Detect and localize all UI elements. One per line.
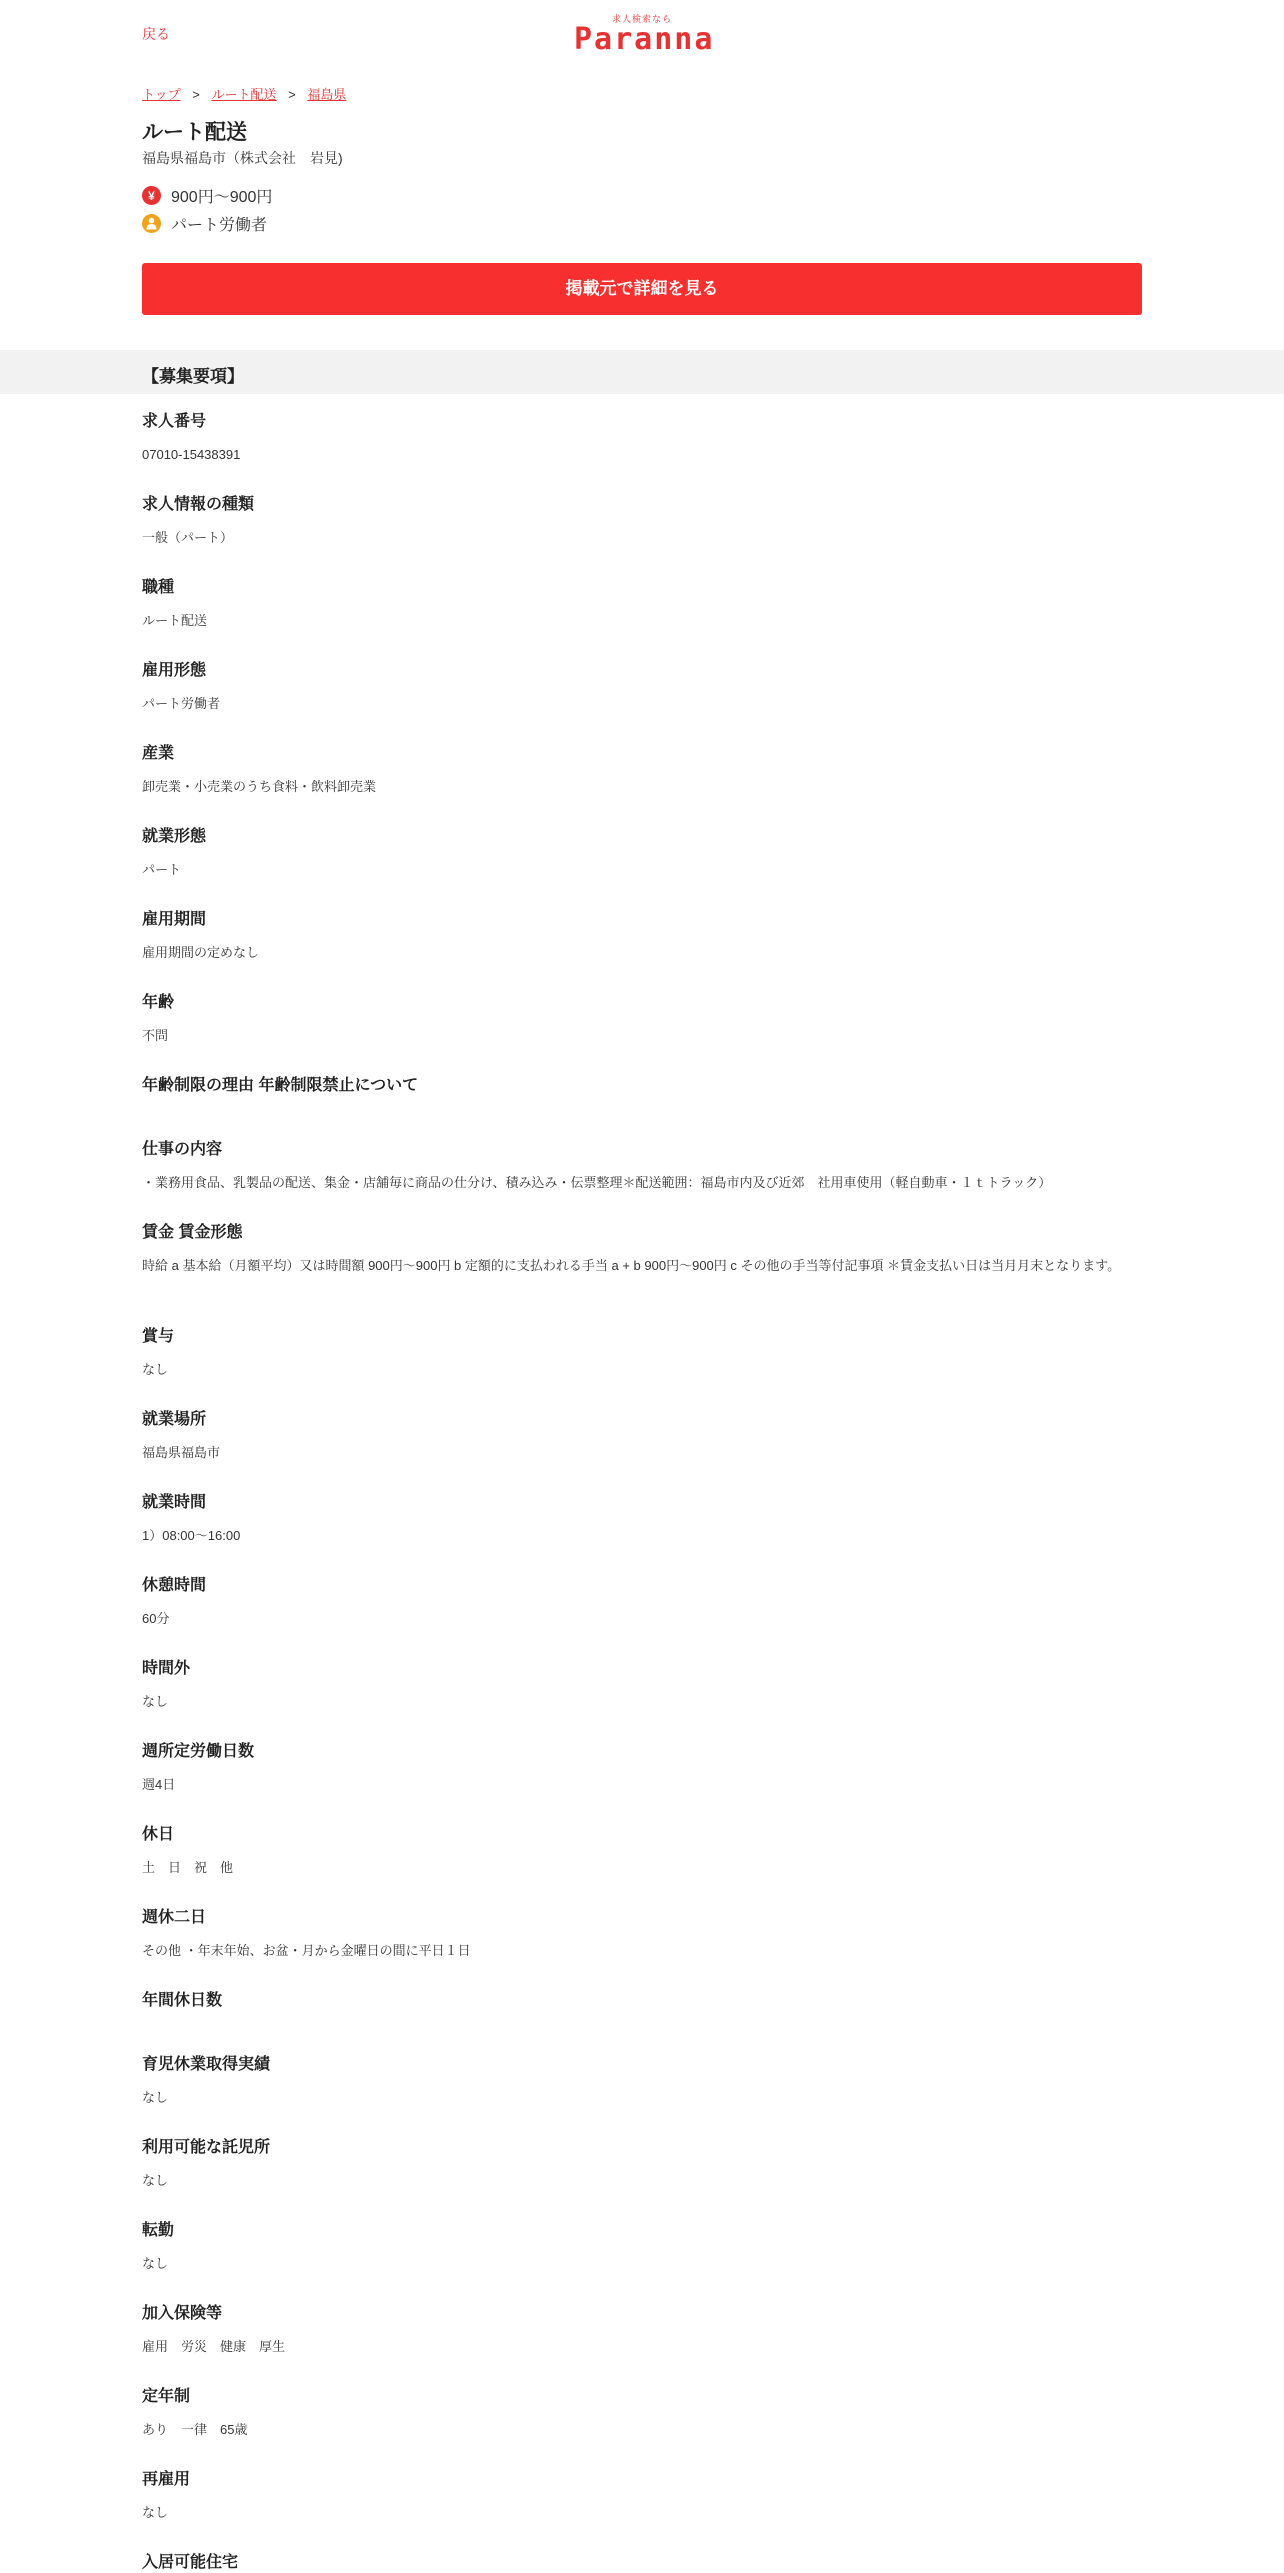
requirement-label: 週休二日 [142,1909,207,1926]
requirement-item [142,1659,1142,1712]
requirement-value: 雇用期間の定めなし [142,945,260,960]
breadcrumb-prefecture[interactable]: 福島県 [307,87,347,102]
section-title: 【募集要項】 [142,367,244,386]
requirement-item [142,1825,1142,1878]
view-details-button[interactable]: 掲載元で詳細を見る [142,263,1142,315]
requirement-value: パート労働者 [142,696,221,711]
requirement-label: 職種 [142,579,175,596]
wage-row [142,184,1142,207]
requirement-value: 1）08:00～16:00 [142,1528,241,1543]
breadcrumb-separator: > [288,87,296,102]
requirement-item [142,1140,1142,1193]
requirement-label: 週所定労働日数 [142,1743,255,1760]
requirement-item [142,1576,1142,1629]
person-icon [142,214,161,233]
requirement-label: 利用可能な託児所 [142,2139,271,2156]
requirement-value: ・業務用食品、乳製品の配送、集金・店舗毎に商品の仕分け、積み込み・伝票整理＊配送範囲：福島市内及び近郊 社用車使用（軽自動車・１ｔトラック） [142,1175,1052,1190]
requirement-value: 一般（パート） [142,530,234,545]
requirement-value: 雇用 労災 健康 厚生 [142,2339,286,2354]
requirement-label: 加入保険等 [142,2305,223,2322]
requirement-value: 卸売業・小売業のうち食料・飲料卸売業 [142,779,377,794]
requirement-item [142,1076,1142,1096]
requirement-label: 育児休業取得実績 [142,2056,271,2073]
requirement-item [142,1223,1142,1276]
requirement-item [142,412,1142,465]
requirement-label: 求人情報の種類 [142,496,255,513]
requirement-value: 時給 a 基本給（月額平均）又は時間額 900円～900円 b 定額的に支払われる手当 a + b 900円～900円 c その他の手当等付記事項 ＊賃金支払い日は当月月末となります。 [142,1258,1121,1273]
requirement-label: 雇用期間 [142,911,207,928]
requirement-item [142,1908,1142,1961]
requirement-label: 年齢 [142,994,175,1011]
logo-wordmark: Paranna [574,22,715,57]
requirement-label: 就業時間 [142,1494,207,1511]
employment-type-value: パート労働者 [171,217,268,234]
breadcrumb [142,84,1142,103]
requirement-item [142,2138,1142,2191]
requirement-item [142,1493,1142,1546]
logo-tagline: 求人検索なら [611,14,672,24]
requirement-label: 賞与 [142,1328,175,1345]
requirement-item [142,1410,1142,1463]
requirement-item [142,2553,1142,2573]
requirement-label: 賃金 賃金形態 [142,1224,243,1241]
requirement-value: 福島県福島市 [142,1445,221,1460]
breadcrumb-top[interactable]: トップ [142,87,181,102]
requirement-label: 年間休日数 [142,1992,223,2009]
requirement-item [142,661,1142,714]
requirement-value: 土 日 祝 他 [142,1860,234,1875]
requirement-item [142,2221,1142,2274]
requirement-value: 週4日 [142,1777,176,1792]
requirement-value: なし [142,2090,169,2105]
requirement-item [142,744,1142,797]
requirement-item [142,2055,1142,2108]
requirement-value: 不問 [142,1028,169,1043]
requirement-value: 60分 [142,1611,170,1626]
requirement-item [142,578,1142,631]
requirement-label: 求人番号 [142,413,207,430]
requirement-value: パート [142,862,182,877]
job-title: ルート配送 [142,121,247,144]
requirement-label: 入居可能住宅 [142,2554,239,2571]
requirement-label: 休憩時間 [142,1577,207,1594]
requirement-label: 産業 [142,745,175,762]
requirement-label: 雇用形態 [142,662,207,679]
requirement-item [142,495,1142,548]
logo[interactable] [574,14,715,57]
requirement-value: その他 ・年末年始、お盆・月から金曜日の間に平日１日 [142,1943,471,1958]
requirement-item [142,1742,1142,1795]
job-company: 福島県福島市（株式会社 岩見) [142,150,343,166]
requirement-item [142,827,1142,880]
employment-type-row [142,212,1142,235]
requirement-value: ルート配送 [142,613,208,628]
requirement-value: 07010-15438391 [142,447,241,462]
requirement-value: なし [142,2173,169,2188]
requirement-label: 休日 [142,1826,175,1843]
requirement-item [142,910,1142,963]
requirement-label: 就業形態 [142,828,207,845]
back-link[interactable]: 戻る [142,26,170,42]
requirement-value: なし [142,1694,169,1709]
requirement-item [142,993,1142,1046]
requirement-label: 就業場所 [142,1411,207,1428]
requirement-label: 定年制 [142,2388,191,2405]
requirement-label: 再雇用 [142,2471,191,2488]
requirement-value: なし [142,1362,169,1377]
yen-icon: ¥ [142,186,161,205]
breadcrumb-separator: > [192,87,200,102]
requirement-item [142,1991,1142,2011]
requirement-value: なし [142,2505,169,2520]
wage-value: 900円～900円 [171,189,273,206]
requirement-value: なし [142,2256,169,2271]
breadcrumb-category[interactable]: ルート配送 [211,87,277,102]
requirement-item [142,2387,1142,2440]
requirement-item [142,1327,1142,1380]
section-header [0,350,1284,394]
requirement-value: あり 一律 65歳 [142,2422,248,2437]
requirement-item [142,2470,1142,2523]
requirement-label: 転勤 [142,2222,175,2239]
requirement-label: 仕事の内容 [142,1141,223,1158]
requirement-label: 年齢制限の理由 年齢制限禁止について [142,1077,419,1094]
requirement-item [142,2304,1142,2357]
requirement-label: 時間外 [142,1660,191,1677]
header [0,0,1284,64]
